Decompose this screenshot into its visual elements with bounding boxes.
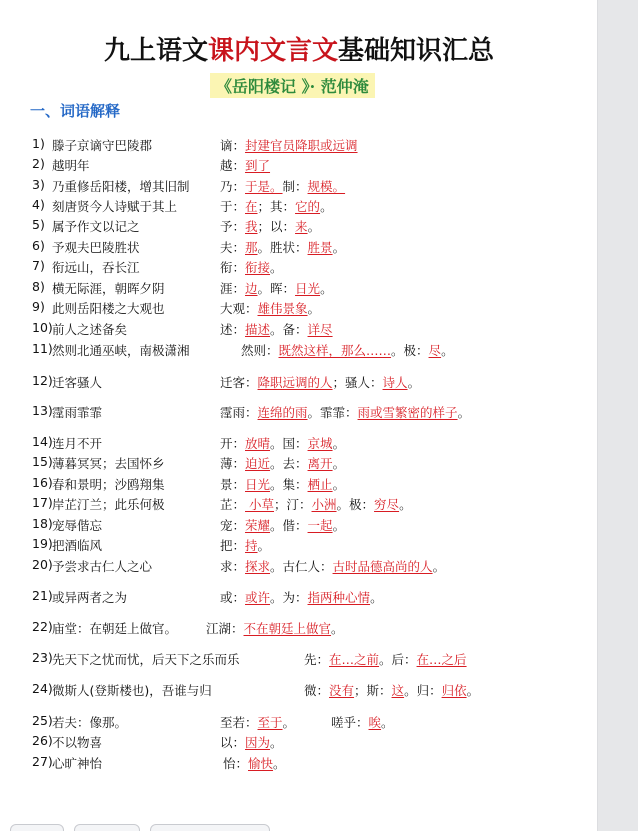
note-text: 制： <box>282 179 308 194</box>
note-text: 。 <box>332 436 346 451</box>
item-notes <box>220 258 283 276</box>
section-heading: 一、词语解释 <box>30 102 121 120</box>
note-text: 。 <box>320 281 333 296</box>
answer-text: 归依 <box>441 683 467 698</box>
item-number: 12) <box>32 373 53 388</box>
item-phrase: 连月不开 <box>52 436 103 451</box>
answer-text: 这 <box>391 683 405 698</box>
bottom-tab[interactable] <box>10 824 64 831</box>
note-text: 宠： <box>220 518 246 533</box>
item-notes <box>220 279 333 297</box>
note-text: 述： <box>220 322 246 337</box>
answer-text: 栖止 <box>307 477 333 492</box>
answer-text: 它的 <box>295 199 321 214</box>
answer-text: 在…之后 <box>416 652 467 667</box>
answer-text: 连绵的雨 <box>257 405 308 420</box>
answer-text: 那 <box>245 240 258 255</box>
note-text: 。霏霏： <box>307 405 358 420</box>
answer-text: 雄伟景象 <box>257 301 308 316</box>
item-phrase: 横无际涯，朝晖夕阴 <box>52 281 165 296</box>
answer-text: 到了 <box>245 158 271 173</box>
item-notes <box>220 557 445 575</box>
item-phrase: 越明年 <box>52 158 90 173</box>
item-number: 10) <box>32 320 53 335</box>
item-notes <box>220 197 333 215</box>
note-text: 。 <box>399 497 412 512</box>
note-text: 薄： <box>220 456 246 471</box>
item-notes <box>220 217 320 235</box>
item-number: 3) <box>32 177 45 192</box>
item-number: 8) <box>32 279 45 294</box>
item-notes <box>220 320 333 338</box>
note-text: 越： <box>220 158 246 173</box>
note-text: 。极： <box>336 497 375 512</box>
note-text: 。 <box>332 518 346 533</box>
note-text: 至若： <box>220 715 258 730</box>
answer-text: 没有 <box>329 683 355 698</box>
note-text: 。后： <box>379 652 417 667</box>
answer-text: 详尽 <box>307 322 333 337</box>
item-notes <box>220 495 412 513</box>
item-phrase: 岸芷汀兰；此乐何极 <box>52 497 165 512</box>
answer-text: 胜景 <box>307 240 333 255</box>
note-text: 。 <box>270 735 283 750</box>
item-phrase: 前人之述备矣 <box>52 322 128 337</box>
note-text: 。 <box>320 199 333 214</box>
note-text: 予： <box>220 219 246 234</box>
item-notes <box>220 136 358 154</box>
item-notes <box>241 341 454 359</box>
title-part-2: 课内文言文 <box>207 36 338 66</box>
note-text: 谪： <box>220 138 246 153</box>
item-notes <box>220 238 345 256</box>
item-number: 25) <box>32 713 53 728</box>
note-text: 。 <box>270 260 283 275</box>
answer-text: 至于 <box>257 715 283 730</box>
item-notes <box>206 619 344 637</box>
answer-text: 穷尽 <box>374 497 400 512</box>
item-notes <box>220 516 345 534</box>
item-phrase: 庙堂：在朝廷上做官。 <box>52 621 178 636</box>
item-notes <box>220 156 270 174</box>
note-text: 。 <box>441 343 454 358</box>
note-text: 景： <box>220 477 246 492</box>
item-phrase: 或异两者之为 <box>52 590 128 605</box>
answer-text: 愉快 <box>248 756 274 771</box>
note-text: 或： <box>220 590 246 605</box>
note-text: 。 <box>332 477 346 492</box>
note-text: 。国： <box>270 436 308 451</box>
item-number: 20) <box>32 557 53 572</box>
note-text: 开： <box>220 436 246 451</box>
item-notes <box>220 299 320 317</box>
item-number: 2) <box>32 156 45 171</box>
answer-text: 来 <box>295 219 308 234</box>
answer-text: 在…之前 <box>329 652 380 667</box>
answer-text: 指两种心情 <box>307 590 371 605</box>
item-phrase: 春和景明；沙鸥翔集 <box>52 477 165 492</box>
note-text: 涯： <box>220 281 246 296</box>
item-phrase: 微斯人(登斯楼也)，吾谁与归 <box>52 683 212 698</box>
answer-text: 荣耀 <box>245 518 271 533</box>
item-number: 7) <box>32 258 45 273</box>
answer-text: 唉 <box>368 715 382 730</box>
answer-text: 小草 <box>245 497 274 512</box>
item-phrase: 霪雨霏霏 <box>52 405 103 420</box>
note-text: 霪雨： <box>220 405 258 420</box>
item-notes <box>220 588 383 606</box>
answer-text: 或许 <box>245 590 271 605</box>
answer-text: 日光 <box>245 477 271 492</box>
answer-text: 诗人 <box>382 375 408 390</box>
answer-text: 于是。 <box>245 179 283 194</box>
item-phrase: 刻唐贤今人诗赋于其上 <box>52 199 178 214</box>
item-phrase: 不以物喜 <box>52 735 103 750</box>
answer-text: 尽 <box>428 343 442 358</box>
note-text: 怡： <box>223 756 249 771</box>
note-text: 迁客： <box>220 375 258 390</box>
note-text: 。去： <box>270 456 308 471</box>
item-number: 26) <box>32 733 53 748</box>
note-text: 以： <box>220 735 246 750</box>
note-text: 。 <box>407 375 421 390</box>
item-number: 27) <box>32 754 53 769</box>
item-notes <box>220 403 470 421</box>
item-notes <box>220 177 345 195</box>
note-text: 。 <box>332 240 346 255</box>
note-text: 然则： <box>241 343 279 358</box>
answer-text: 既然这样，那么…… <box>278 343 392 358</box>
answer-text: 描述 <box>245 322 271 337</box>
note-text: 。 <box>381 715 394 730</box>
note-text: 。 <box>432 559 446 574</box>
item-phrase: 薄暮冥冥；去国怀乡 <box>52 456 165 471</box>
note-text: ；骚人： <box>332 375 383 390</box>
item-number: 23) <box>32 650 53 665</box>
note-text: 。 <box>273 756 286 771</box>
note-text: 。 <box>370 590 383 605</box>
answer-text: 探求 <box>245 559 271 574</box>
item-phrase: 先天下之忧而忧，后天下之乐而乐 <box>52 652 240 667</box>
item-number: 17) <box>32 495 53 510</box>
answer-text: 在 <box>245 199 258 214</box>
item-number: 4) <box>32 197 45 212</box>
item-phrase: 此则岳阳楼之大观也 <box>52 301 165 316</box>
item-notes <box>220 733 283 751</box>
item-phrase: 予尝求古仁人之心 <box>52 559 153 574</box>
item-phrase: 若夫：像那。 <box>52 715 128 730</box>
item-phrase: 心旷神怡 <box>52 756 103 771</box>
item-phrase: 把酒临风 <box>52 538 103 553</box>
answer-text: 小洲 <box>311 497 337 512</box>
note-text: 先： <box>304 652 330 667</box>
item-number: 6) <box>32 238 45 253</box>
item-notes <box>220 713 295 731</box>
item-number: 9) <box>32 299 45 314</box>
item-number: 22) <box>32 619 53 634</box>
item-notes <box>220 454 345 472</box>
item-phrase: 然则北通巫峡，南极潇湘 <box>52 343 190 358</box>
item-notes <box>220 536 270 554</box>
item-number: 13) <box>32 403 53 418</box>
item-number: 16) <box>32 475 53 490</box>
note-text: 。备： <box>270 322 308 337</box>
answer-text: 我 <box>245 219 258 234</box>
note-text: 把： <box>220 538 246 553</box>
note-text: 。 <box>282 715 296 730</box>
page-title <box>0 30 598 67</box>
item-phrase: 迁客骚人 <box>52 375 103 390</box>
item-phrase: 予观夫巴陵胜状 <box>52 240 140 255</box>
note-text: 夫： <box>220 240 246 255</box>
answer-text: 迫近 <box>245 456 271 471</box>
title-part-1: 九上语文 <box>103 36 208 66</box>
answer-text: 封建官员降职或远调 <box>245 138 358 153</box>
bottom-tabs <box>0 824 598 831</box>
item-phrase: 滕子京谪守巴陵郡 <box>52 138 153 153</box>
note-text: 。 <box>257 538 271 553</box>
note-text: 微： <box>304 683 330 698</box>
item-number: 14) <box>32 434 53 449</box>
answer-text: 放晴 <box>245 436 271 451</box>
item-notes-extra <box>331 713 394 731</box>
item-phrase: 乃重修岳阳楼，增其旧制 <box>52 179 190 194</box>
answer-text: 一起 <box>307 518 333 533</box>
note-text: 。集： <box>270 477 308 492</box>
bottom-tab[interactable] <box>74 824 140 831</box>
note-text: 。胜状： <box>257 240 308 255</box>
item-number: 5) <box>32 217 45 232</box>
scrollbar[interactable] <box>597 0 638 831</box>
note-text: 。归： <box>404 683 442 698</box>
answer-text: 边 <box>245 281 258 296</box>
note-text: 。 <box>307 301 321 316</box>
note-text: ；汀： <box>274 497 312 512</box>
item-number: 18) <box>32 516 53 531</box>
title-part-3: 基础知识汇总 <box>338 36 495 66</box>
note-text: 江湖： <box>206 621 244 636</box>
item-number: 24) <box>32 681 53 696</box>
item-notes <box>304 650 467 668</box>
answer-text: 衔接 <box>245 260 271 275</box>
note-text: 。 <box>307 219 321 234</box>
answer-text: 持 <box>245 538 258 553</box>
note-text: 乃： <box>220 179 246 194</box>
note-text: ；其： <box>257 199 296 214</box>
item-number: 1) <box>32 136 45 151</box>
item-phrase: 属予作文以记之 <box>52 219 140 234</box>
answer-text: 雨或雪繁密的样子 <box>357 405 458 420</box>
answer-text: 古时品德高尚的人 <box>332 559 433 574</box>
item-number: 21) <box>32 588 53 603</box>
item-notes <box>223 754 286 772</box>
item-phrase: 宠辱偕忘 <box>52 518 103 533</box>
note-text: 。晖： <box>257 281 296 296</box>
note-text: 。偕： <box>270 518 308 533</box>
note-text: 于： <box>220 199 246 214</box>
item-phrase: 衔远山，吞长江 <box>52 260 140 275</box>
item-notes <box>304 681 479 699</box>
answer-text: 离开 <box>307 456 333 471</box>
note-text: 芷： <box>220 497 246 512</box>
note-text: 求： <box>220 559 246 574</box>
note-text: 。 <box>466 683 480 698</box>
answer-text: 日光 <box>295 281 321 296</box>
note-text: 嗟乎： <box>331 715 369 730</box>
item-number: 11) <box>32 341 53 356</box>
bottom-tab[interactable] <box>150 824 270 831</box>
item-notes <box>220 475 345 493</box>
note-text: 。 <box>457 405 471 420</box>
note-text: 。为： <box>270 590 308 605</box>
note-text: 。古仁人： <box>270 559 333 574</box>
note-text: 衔： <box>220 260 246 275</box>
note-text: 。 <box>332 456 346 471</box>
answer-text: 因为 <box>245 735 271 750</box>
answer-text: 京城 <box>307 436 333 451</box>
answer-text: 规模。 <box>307 179 346 194</box>
subtitle: 《岳阳楼记 》· 范仲淹 <box>210 73 375 98</box>
item-notes <box>220 434 345 452</box>
item-number: 19) <box>32 536 53 551</box>
item-number: 15) <box>32 454 53 469</box>
note-text: ；斯： <box>354 683 392 698</box>
answer-text: 不在朝廷上做官 <box>243 621 332 636</box>
note-text: 。极： <box>391 343 429 358</box>
item-notes <box>220 373 420 391</box>
answer-text: 降职远调的人 <box>257 375 333 390</box>
note-text: 。 <box>331 621 344 636</box>
note-text: 大观： <box>220 301 258 316</box>
note-text: ；以： <box>257 219 296 234</box>
